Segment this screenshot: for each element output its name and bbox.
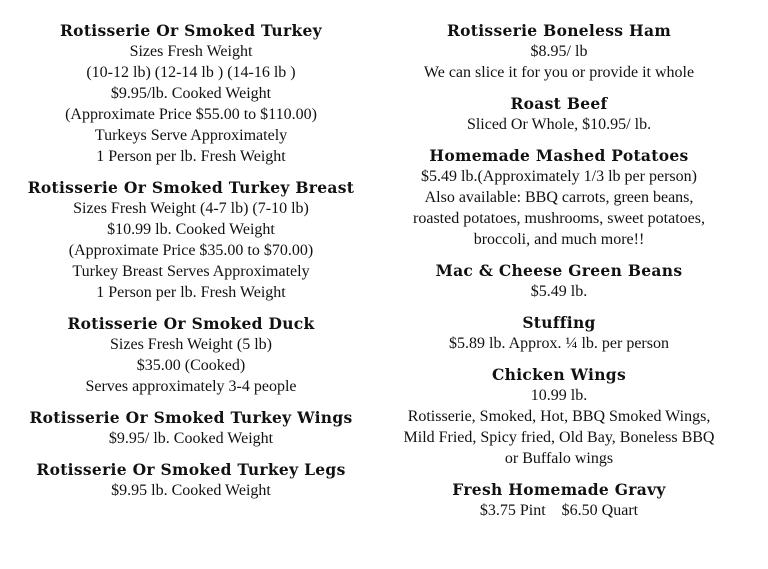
item-line: Turkey Breast Serves Approximately	[72, 263, 310, 280]
item-line: (Approximate Price $55.00 to $110.00)	[65, 106, 317, 123]
item-title: Rotisserie Or Smoked Turkey	[60, 21, 322, 40]
item-line: Mild Fried, Spicy fried, Old Bay, Boneless BBQ	[403, 429, 715, 446]
item-title: Rotisserie Or Smoked Duck	[67, 314, 315, 333]
item-line: Sizes Fresh Weight (5 lb)	[110, 336, 272, 353]
item-line: $3.75 Pint $6.50 Quart	[479, 502, 639, 519]
item-line: $35.00 (Cooked)	[136, 357, 246, 374]
item-title: Mac & Cheese Green Beans	[435, 261, 683, 280]
item-line: $5.49 lb.(Approximately 1/3 lb per person)	[421, 168, 697, 185]
menu-item-ham	[374, 20, 744, 83]
item-title: Rotisserie Or Smoked Turkey Breast	[27, 178, 355, 197]
item-line: $9.95 lb. Cooked Weight	[111, 482, 271, 499]
item-line: $8.95/ lb	[530, 43, 588, 60]
menu-item-roast-beef	[374, 93, 744, 135]
item-title: Fresh Homemade Gravy	[452, 480, 666, 499]
item-line: $5.49 lb.	[530, 283, 588, 300]
item-line: $9.95/lb. Cooked Weight	[110, 85, 272, 102]
item-line: roasted potatoes, mushrooms, sweet potatoes,	[413, 210, 705, 227]
item-line: Rotisserie, Smoked, Hot, BBQ Smoked Wings,	[407, 408, 711, 425]
menu-item-chicken-wings	[374, 364, 744, 469]
menu-column-left	[6, 20, 376, 511]
item-line: 10.99 lb.	[530, 387, 588, 404]
item-title: Rotisserie Or Smoked Turkey Wings	[29, 408, 353, 427]
menu-item-mashed-potatoes	[374, 145, 744, 250]
menu-item-smoked-turkey	[6, 20, 376, 167]
item-line: 1 Person per lb. Fresh Weight	[96, 148, 286, 165]
item-title: Rotisserie Or Smoked Turkey Legs	[36, 460, 346, 479]
item-line: $9.95/ lb. Cooked Weight	[108, 430, 274, 447]
item-line: Turkeys Serve Approximately	[94, 127, 288, 144]
item-line: (Approximate Price $35.00 to $70.00)	[68, 242, 314, 259]
menu-item-gravy	[374, 479, 744, 521]
menu-item-turkey-legs	[6, 459, 376, 501]
item-line: Also available: BBQ carrots, green beans,	[424, 189, 694, 206]
item-line: $10.99 lb. Cooked Weight	[107, 221, 275, 238]
menu-item-stuffing	[374, 312, 744, 354]
menu-column-right	[374, 20, 744, 531]
item-line: (10-12 lb) (12-14 lb ) (14-16 lb )	[86, 64, 296, 81]
item-line: Serves approximately 3-4 people	[85, 378, 297, 395]
item-line: Sliced Or Whole, $10.95/ lb.	[466, 116, 652, 133]
item-title: Chicken Wings	[492, 365, 626, 384]
item-line: Sizes Fresh Weight	[129, 43, 253, 60]
item-line: $5.89 lb. Approx. ¼ lb. per person	[449, 335, 669, 352]
menu-item-mac-cheese	[374, 260, 744, 302]
item-title: Homemade Mashed Potatoes	[429, 146, 689, 165]
menu-item-duck	[6, 313, 376, 397]
item-line: broccoli, and much more!!	[473, 231, 645, 248]
item-line: Sizes Fresh Weight (4-7 lb) (7-10 lb)	[73, 200, 309, 217]
item-title: Stuffing	[522, 313, 596, 332]
item-line: We can slice it for you or provide it whole	[423, 64, 695, 81]
menu-item-turkey-breast	[6, 177, 376, 303]
item-title: Roast Beef	[510, 94, 608, 113]
item-line: 1 Person per lb. Fresh Weight	[96, 284, 286, 301]
menu-item-turkey-wings	[6, 407, 376, 449]
item-title: Rotisserie Boneless Ham	[446, 21, 672, 40]
item-line: or Buffalo wings	[504, 450, 614, 467]
